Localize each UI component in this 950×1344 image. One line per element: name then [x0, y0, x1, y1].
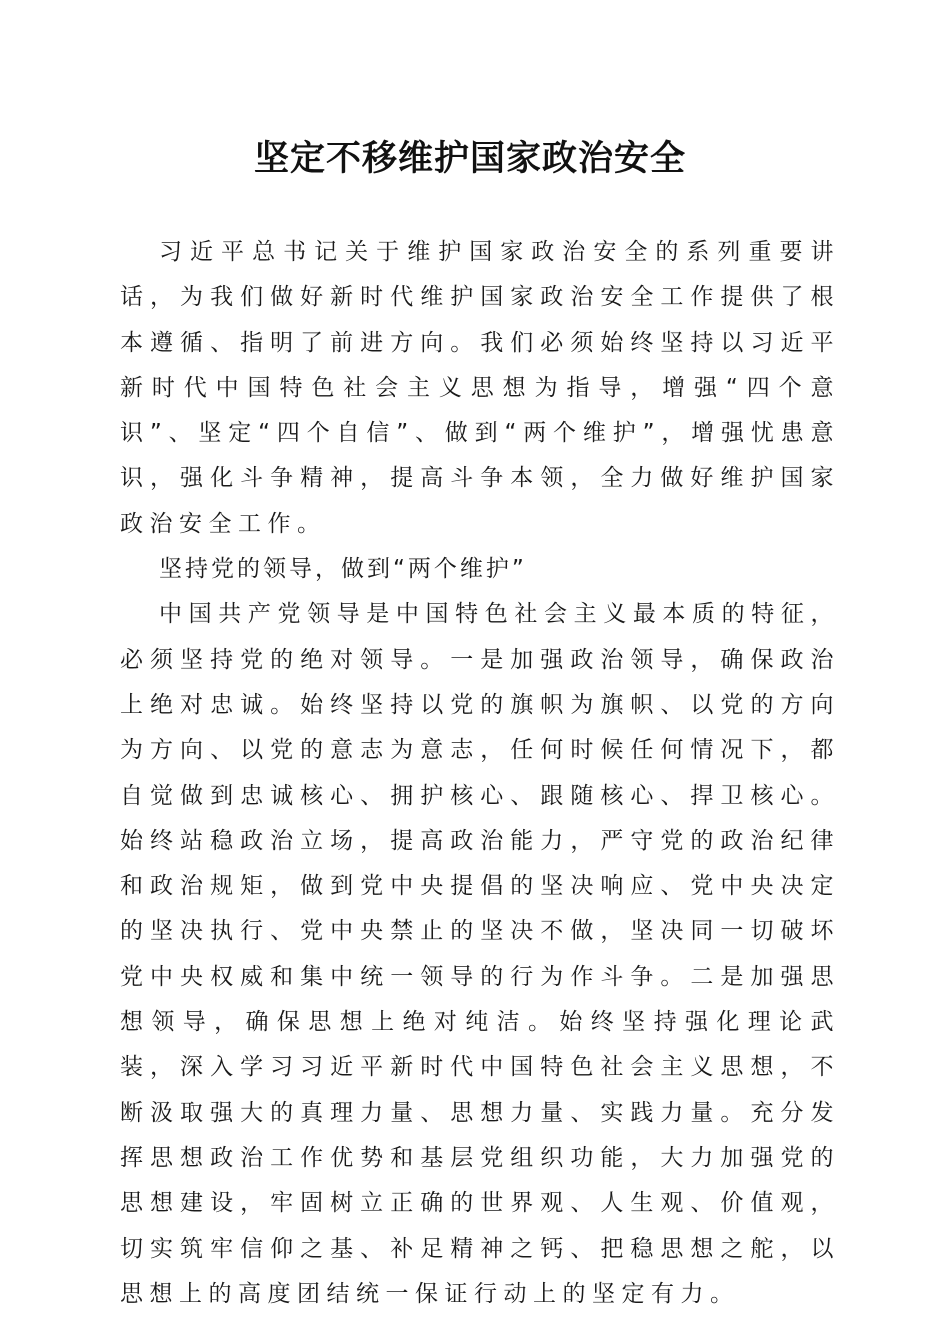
section-heading: 坚持党的领导，做到“两个维护” [159, 556, 527, 583]
intro-paragraph: 习近平总书记关于维护国家政治安全的系列重要讲话，为我们做好新时代维护国家政治安全工作提供了根本遵循、指明了前进方向。我们必须始终坚持以习近平新时代中国特色社会主义思想为指导，增强“四个意识”、坚定“四个自信”、做到“两个维护”，增强忧患意识，强化斗争精神，提高斗争本领，全力做好维护国家政治安全工作。 [120, 239, 840, 537]
section-paragraph: 中国共产党领导是中国特色社会主义最本质的特征，必须坚持党的绝对领导。一是加强政治领导，确保政治上绝对忠诚。始终坚持以党的旗帜为旗帜、以党的方向为方向、以党的意志为意志，任何时候任何情况下，都自觉做到忠诚核心、拥护核心、跟随核心、捍卫核心。始终站稳政治立场，提高政治能力，严守党的政治纪律和政治规矩，做到党中央提倡的坚决响应、党中央决定的坚决执行、党中央禁止的坚决不做，坚决同一切破坏党中央权威和集中统一领导的行为作斗争。二是加强思想领导，确保思想上绝对纯洁。始终坚持强化理论武装，深入学习习近平新时代中国特色社会主义思想，不断汲取强大的真理力量、思想力量、实践力量。充分发挥思想政治工作优势和基层党组织功能，大力加强党的思想建设，牢固树立正确的世界观、人生观、价值观，切实筑牢信仰之基、补足精神之钙、把稳思想之舵，以思想上的高度团结统一保证行动上的坚定有力。 [120, 601, 840, 1307]
document-body [120, 230, 840, 1317]
document-title: 坚定不移维护国家政治安全 [253, 138, 686, 179]
